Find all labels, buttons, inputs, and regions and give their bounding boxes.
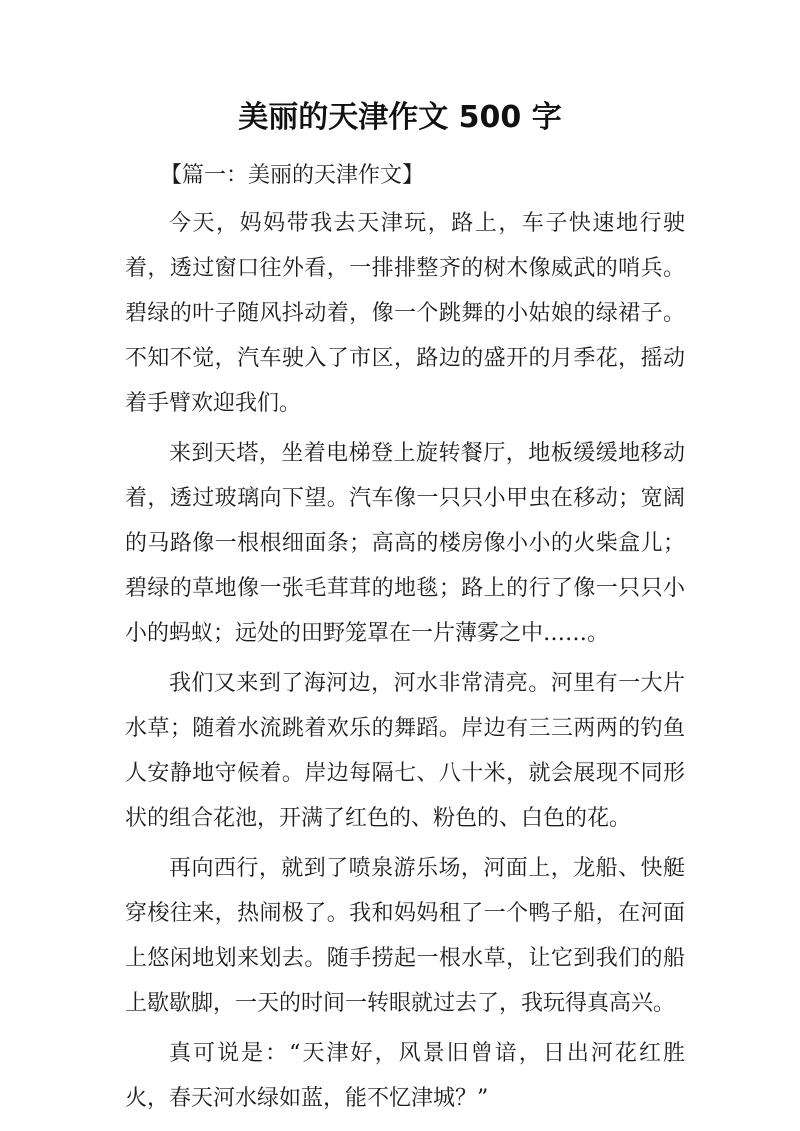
paragraph-3: 我们又来到了海河边，河水非常清亮。河里有一大片水草；随着水流跳着欢乐的舞蹈。岸边有三三两两的钓鱼人安静地守候着。岸边每隔七、八十米，就会展现不同形状的组合花池，开满了红色的、粉色的、白色的花。	[125, 671, 685, 831]
paragraph-4: 再向西行，就到了喷泉游乐场，河面上，龙船、快艇穿梭往来，热闹极了。我和妈妈租了一个鸭子船，在河面上悠闲地划来划去。随手捞起一根水草，让它到我们的船上歇歇脚，一天的时间一转眼就过去了，我玩得真高兴。	[125, 856, 685, 1016]
paragraph-2: 来到天塔，坐着电梯登上旋转餐厅，地板缓缓地移动着，透过玻璃向下望。汽车像一只只小甲虫在移动；宽阔的马路像一根根细面条；高高的楼房像小小的火柴盒儿；碧绿的草地像一张毛茸茸的地毯；路上的行了像一只只小小的蚂蚁；远处的田野笼罩在一片薄雾之中……。	[125, 441, 685, 646]
paragraph-1: 今天，妈妈带我去天津玩，路上，车子快速地行驶着，透过窗口往外看，一排排整齐的树木像威武的哨兵。碧绿的叶子随风抖动着，像一个跳舞的小姑娘的绿裙子。不知不觉，汽车驶入了市区，路边的盛开的月季花，摇动着手臂欢迎我们。	[125, 211, 685, 416]
paragraph-5: 真可说是：“天津好，风景旧曾谙，日出河花红胜火，春天河水绿如蓝，能不忆津城？”	[125, 1041, 685, 1111]
document-title: 美丽的天津作文 500 字	[238, 100, 562, 135]
section-heading: 【篇一：美丽的天津作文】	[160, 163, 425, 188]
document-body	[125, 153, 685, 1126]
